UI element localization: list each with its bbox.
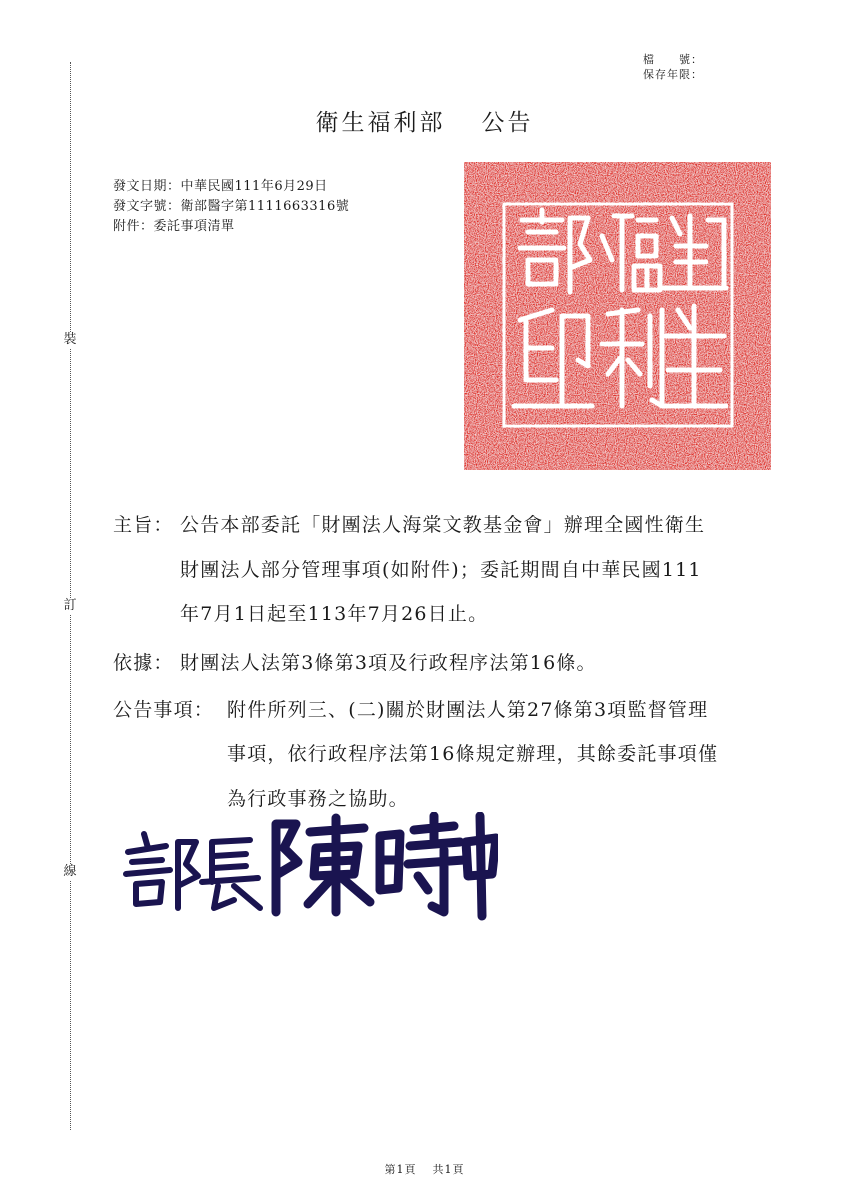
page-number: 第1頁 bbox=[384, 1163, 417, 1176]
binding-char-xian: 線 bbox=[63, 864, 77, 879]
subject-label: 主旨： bbox=[113, 514, 174, 536]
basis-label: 依據： bbox=[113, 652, 174, 674]
notice-line: 事項，依行政程序法第16條規定辦理，其餘委託事項僅 bbox=[227, 743, 719, 765]
basis-text: 財團法人法第3條第3項及行政程序法第16條。 bbox=[180, 652, 597, 674]
notice-line: 為行政事務之協助。 bbox=[227, 788, 409, 810]
minister-signature bbox=[118, 812, 498, 922]
document-type: 公告 bbox=[481, 110, 534, 136]
notice-label: 公告事項： bbox=[113, 699, 215, 721]
binding-char-zhuang: 裝 bbox=[63, 332, 77, 347]
file-number-label: 檔 號： bbox=[643, 53, 703, 66]
page-footer bbox=[0, 1161, 849, 1177]
subject-line: 年7月1日起至113年7月26日止。 bbox=[180, 603, 489, 625]
page-total: 共1頁 bbox=[432, 1163, 465, 1176]
subject-line: 財團法人部分管理事項(如附件)；委託期間自中華民國111 bbox=[180, 559, 702, 581]
retention-label: 保存年限： bbox=[643, 68, 703, 81]
binding-char-ding: 訂 bbox=[63, 598, 77, 613]
document-reference-number: 發文字號：衛部醫字第1111663316號 bbox=[113, 199, 350, 214]
subject-line: 公告本部委託「財團法人海棠文教基金會」辦理全國性衛生 bbox=[180, 514, 706, 536]
official-seal bbox=[462, 160, 773, 472]
notice-line: 附件所列三、(二)關於財團法人第27條第3項監督管理 bbox=[227, 699, 709, 721]
document-title bbox=[0, 104, 849, 137]
agency-name: 衛生福利部 bbox=[315, 110, 446, 136]
binding-line bbox=[70, 62, 71, 1130]
issue-date: 發文日期：中華民國111年6月29日 bbox=[113, 179, 328, 194]
attachment-line: 附件：委託事項清單 bbox=[113, 219, 235, 234]
